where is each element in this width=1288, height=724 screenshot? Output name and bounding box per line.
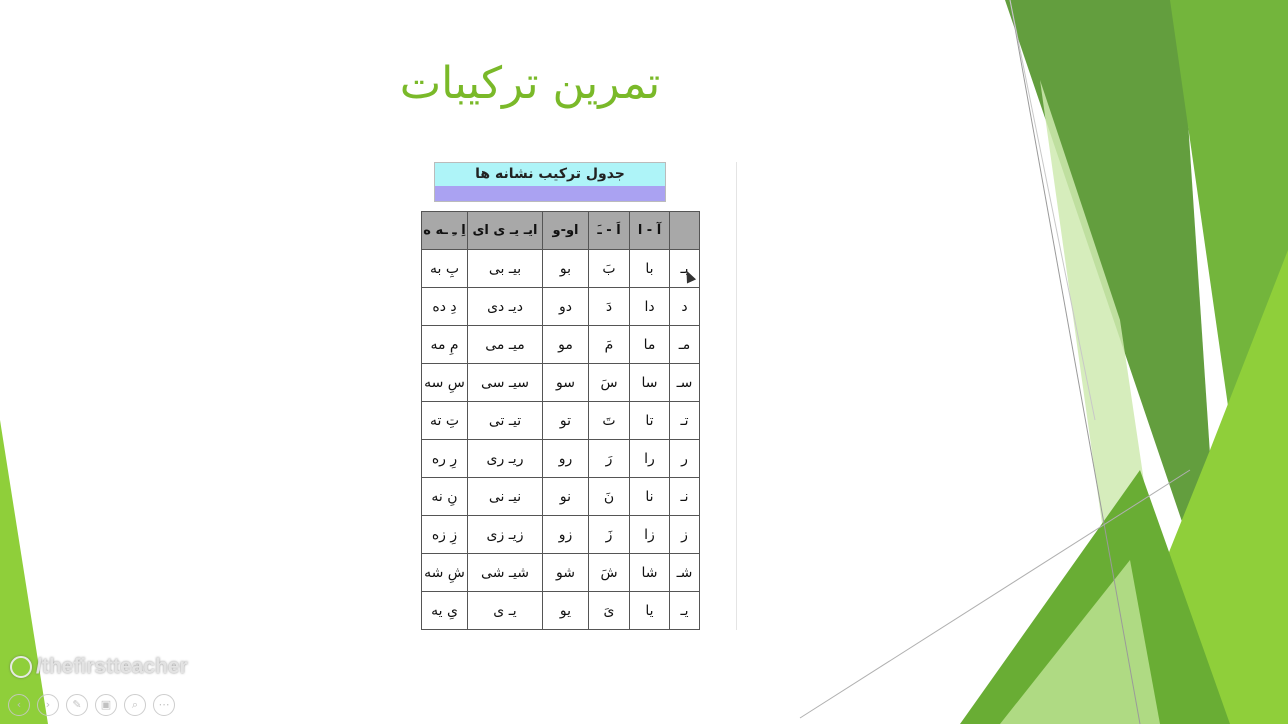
table-cell: بـ (670, 250, 700, 288)
table-cell: نو (543, 478, 589, 516)
table-row (422, 288, 700, 326)
table-cell: دِ ده (422, 288, 468, 326)
table-cell: یـ ی (468, 592, 543, 630)
table-cell: نیـ نی (468, 478, 543, 516)
table-cell: زِ زه (422, 516, 468, 554)
table-body (422, 250, 700, 630)
slideshow-controls (8, 694, 175, 716)
table-cell: بَ (589, 250, 630, 288)
table-cell: شا (630, 554, 670, 592)
table-cell: رو (543, 440, 589, 478)
next-slide-button[interactable] (37, 694, 59, 716)
table-cell: سِ سه (422, 364, 468, 402)
table-cell: بیـ بی (468, 250, 543, 288)
table-cell: دو (543, 288, 589, 326)
table-cell: میـ می (468, 326, 543, 364)
table-cell: ما (630, 326, 670, 364)
table-row (422, 250, 700, 288)
table-cell: زو (543, 516, 589, 554)
pen-tool-button[interactable] (66, 694, 88, 716)
table-row (422, 402, 700, 440)
chevron-left-icon: ‹ (16, 698, 22, 711)
table-cell: نَ (589, 478, 630, 516)
table-cell: شَ (589, 554, 630, 592)
caption-color-bar (435, 186, 665, 201)
table-cell: رَ (589, 440, 630, 478)
table-cell: زَ (589, 516, 630, 554)
pen-icon: ✎ (72, 698, 82, 711)
table-cell: تیـ تی (468, 402, 543, 440)
table-cell: بِ به (422, 250, 468, 288)
table-cell: تـ (670, 402, 700, 440)
table-cell: مو (543, 326, 589, 364)
table-viewport (410, 205, 710, 631)
more-options-button[interactable] (153, 694, 175, 716)
channel-watermark (10, 655, 188, 679)
table-row (422, 592, 700, 630)
zoom-button[interactable] (124, 694, 146, 716)
table-row (422, 554, 700, 592)
table-header-cell: ایـ یـ ی ای (468, 212, 543, 250)
table-cell: ز (670, 516, 700, 554)
reel-logo-icon (10, 656, 32, 678)
table-cell: تا (630, 402, 670, 440)
table-header-cell: اَ - ـَ (589, 212, 630, 250)
table-cell: یَ (589, 592, 630, 630)
table-cell: مِ مه (422, 326, 468, 364)
prev-slide-button[interactable] (8, 694, 30, 716)
table-cell: نا (630, 478, 670, 516)
magnifier-icon: ⌕ (131, 698, 139, 711)
watermark-text: /thefirstteacher (36, 655, 188, 678)
table-cell: تو (543, 402, 589, 440)
table-cell: دیـ دی (468, 288, 543, 326)
divider-line (736, 162, 737, 630)
table-cell: زیـ زی (468, 516, 543, 554)
table-header-cell: او-و (543, 212, 589, 250)
table-header-row (422, 212, 700, 250)
table-cell: دا (630, 288, 670, 326)
table-cell: ر (670, 440, 700, 478)
table-cell: یـ (670, 592, 700, 630)
table-row (422, 516, 700, 554)
table-header-cell: اِ ـِ ـه ه (422, 212, 468, 250)
table-cell: شِ شه (422, 554, 468, 592)
table-cell: شیـ شی (468, 554, 543, 592)
table-cell: یا (630, 592, 670, 630)
slides-icon: ▣ (100, 698, 112, 711)
table-caption: جدول ترکیب نشانه ها (435, 163, 665, 186)
chevron-right-icon: › (45, 698, 51, 711)
table-row (422, 440, 700, 478)
table-row (422, 326, 700, 364)
table-cell: شو (543, 554, 589, 592)
table-cell: دَ (589, 288, 630, 326)
more-icon: ⋯ (158, 698, 170, 711)
table-cell: بو (543, 250, 589, 288)
table-header-cell: آ - ا (630, 212, 670, 250)
table-cell: را (630, 440, 670, 478)
table-cell: تِ ته (422, 402, 468, 440)
table-cell: زا (630, 516, 670, 554)
table-cell: مَ (589, 326, 630, 364)
table-cell: سیـ سی (468, 364, 543, 402)
table-cell: با (630, 250, 670, 288)
table-cell: شـ (670, 554, 700, 592)
table-cell: یِ یه (422, 592, 468, 630)
slides-overview-button[interactable] (95, 694, 117, 716)
table-cell: سـ (670, 364, 700, 402)
table-cell: یو (543, 592, 589, 630)
table-cell: نـ (670, 478, 700, 516)
table-caption-box (434, 162, 666, 202)
table-header-cell (670, 212, 700, 250)
table-cell: د (670, 288, 700, 326)
table-cell: مـ (670, 326, 700, 364)
table-cell: سَ (589, 364, 630, 402)
table-cell: تَ (589, 402, 630, 440)
letter-combination-table (421, 211, 700, 630)
slide-title: تمرین ترکیبات (399, 58, 661, 109)
table-cell: سو (543, 364, 589, 402)
table-row (422, 364, 700, 402)
table-cell: نِ نه (422, 478, 468, 516)
table-cell: رِ ره (422, 440, 468, 478)
table-row (422, 478, 700, 516)
table-cell: سا (630, 364, 670, 402)
table-cell: ریـ ری (468, 440, 543, 478)
